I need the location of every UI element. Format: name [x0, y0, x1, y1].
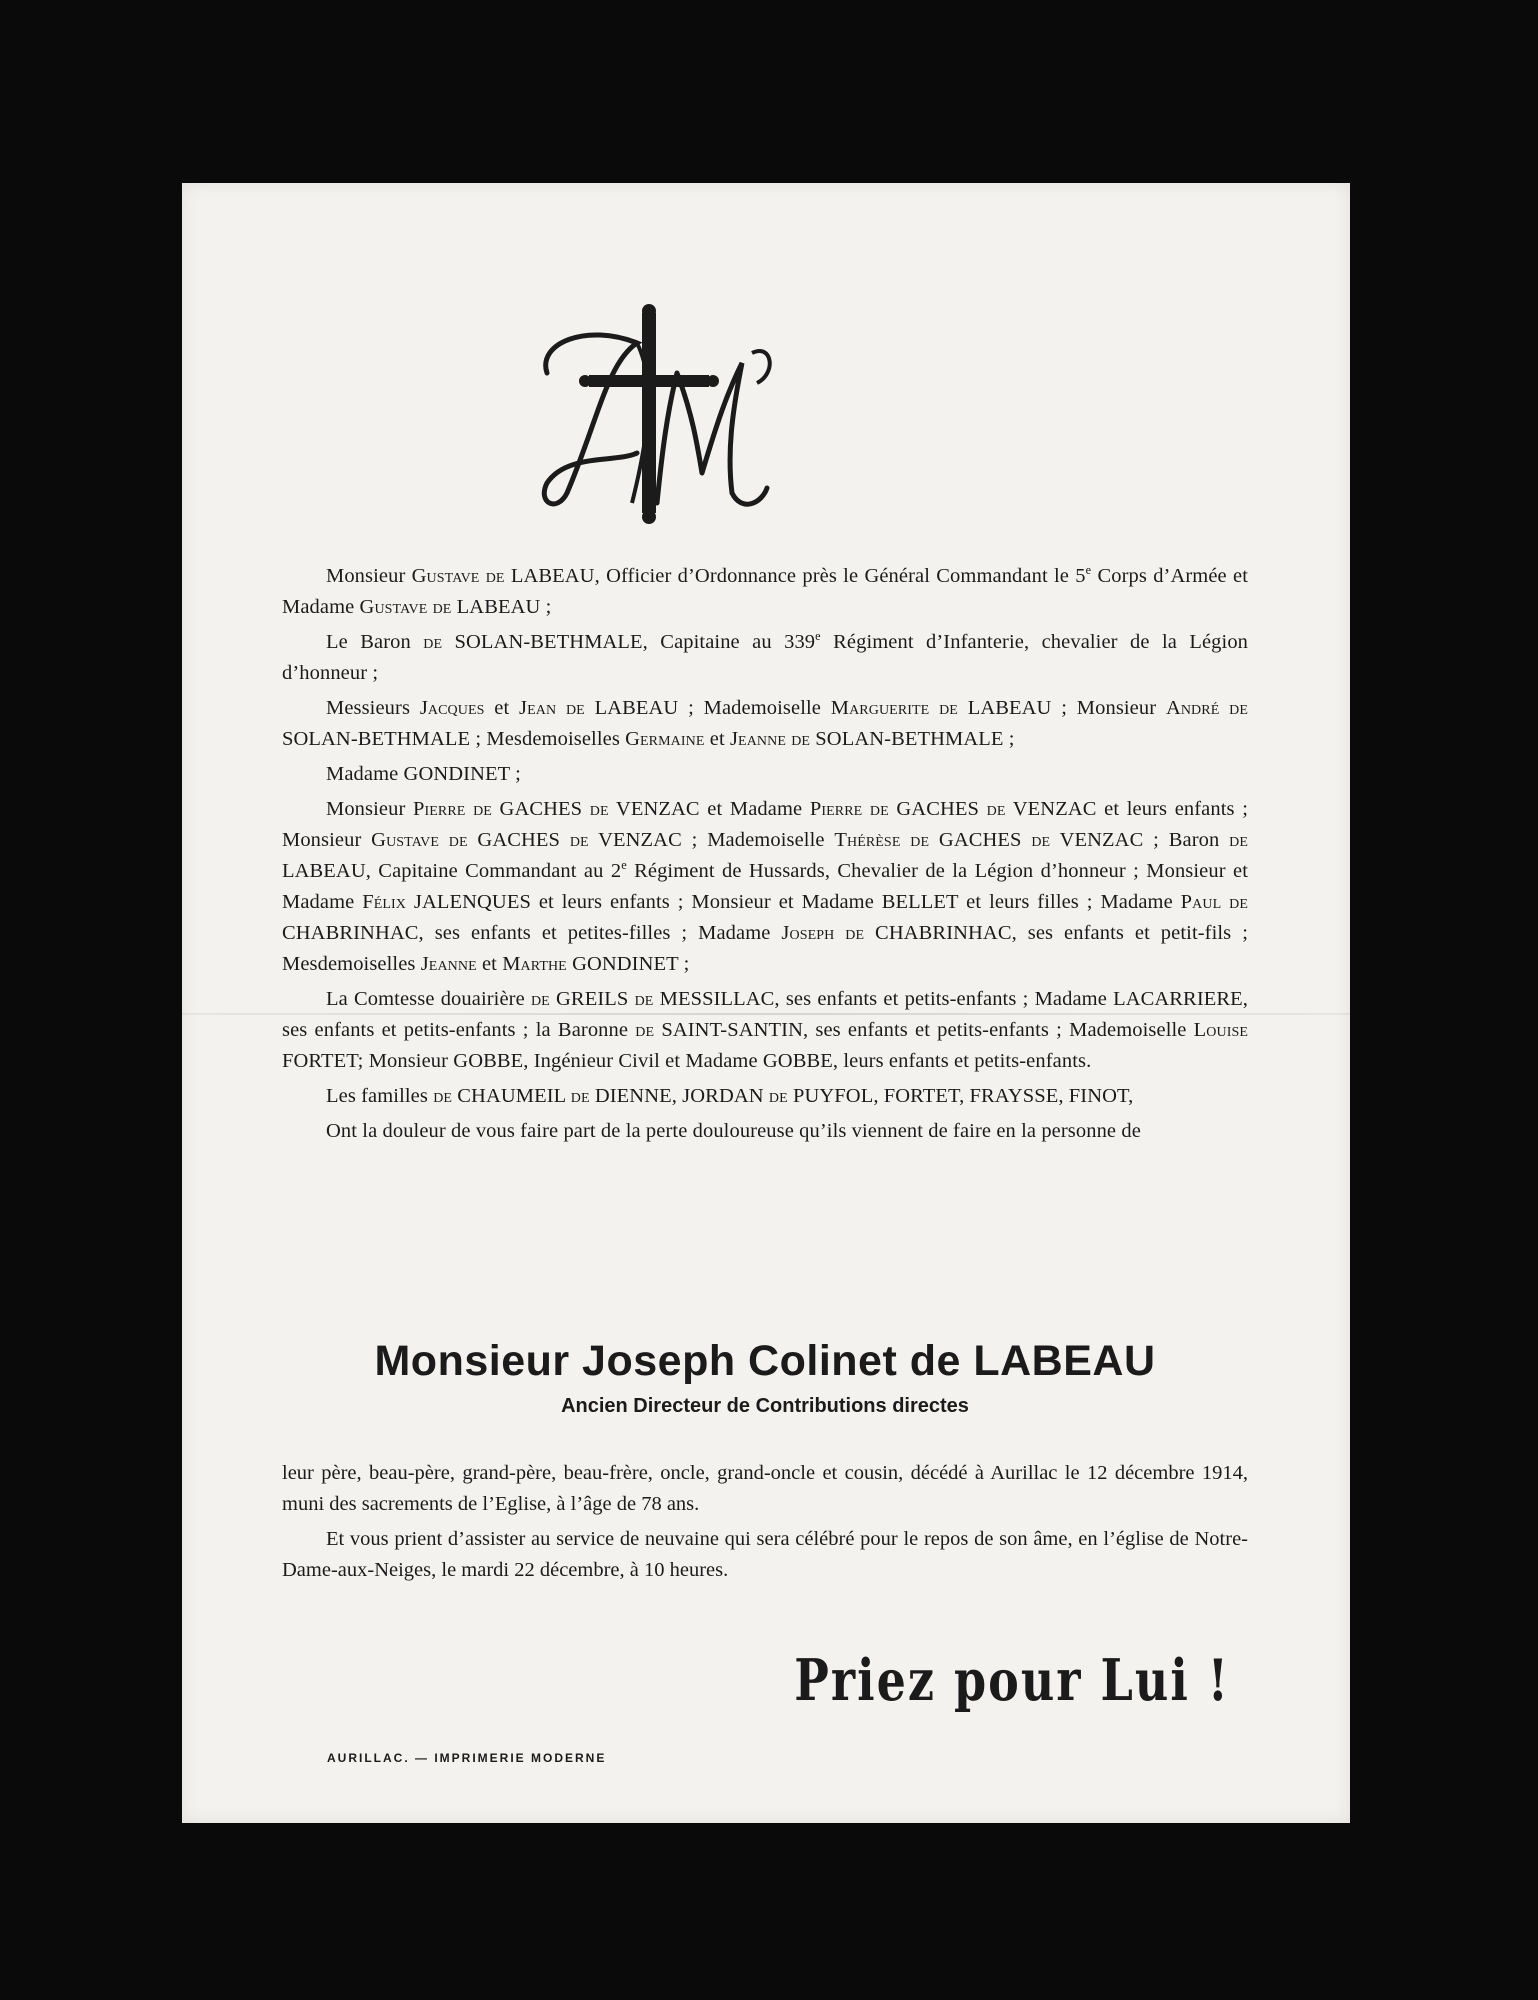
- text-segment: Monsieur: [326, 565, 412, 587]
- text-segment: Gustave de: [359, 596, 452, 618]
- text-segment: Madame GONDINET ;: [326, 763, 521, 785]
- text-segment: VENZAC ; Mademoiselle: [588, 829, 835, 851]
- text-segment: CHABRINHAC, ses enfants et petit-fils ; Mesdemoiselles: [282, 922, 1248, 975]
- text-segment: Régiment d’Infanterie, chevalier de la Légion d’honneur ;: [282, 631, 1249, 684]
- text-segment: LABEAU ; Mademoiselle: [584, 697, 831, 719]
- announcement-paragraph: [282, 1081, 1248, 1112]
- text-segment: Jacques: [419, 697, 485, 719]
- text-segment: Germaine: [625, 728, 705, 750]
- text-segment: VENZAC et Madame: [608, 798, 810, 820]
- text-segment: SAINT-SANTIN, ses enfants et petits-enfants ; Mademoiselle: [654, 1019, 1194, 1041]
- superscript-text: e: [815, 629, 821, 644]
- text-segment: Joseph de: [781, 922, 865, 944]
- text-segment: VENZAC ; Baron: [1050, 829, 1230, 851]
- text-segment: de: [423, 631, 443, 653]
- text-segment: et: [704, 728, 730, 750]
- text-segment: LABEAU ;: [451, 596, 552, 618]
- text-segment: GACHES: [929, 829, 1032, 851]
- text-segment: Les familles: [326, 1085, 434, 1107]
- text-segment: de: [635, 1019, 655, 1041]
- printer-imprint: AURILLAC. — IMPRIMERIE MODERNE: [327, 1751, 607, 1765]
- text-segment: de: [589, 798, 609, 820]
- service-paragraph: leur père, beau-père, grand-père, beau-frère, oncle, grand-oncle et cousin, décédé à Aurillac le 12 décembre 1914, muni des sacrements de l’Eglise, à l’âge de 78 ans.: [282, 1462, 1248, 1515]
- family-announcement-text: [282, 561, 1248, 1151]
- text-segment: CHAUMEIL: [452, 1085, 571, 1107]
- text-segment: de: [433, 1085, 453, 1107]
- service-paragraph: Et vous prient d’assister au service de neuvaine qui sera célébré pour le repos de son âme, en l’église de Notre-Dame-aux-Neiges, le mardi 22 décembre, à 10 heures.: [282, 1528, 1248, 1581]
- text-segment: LABEAU, Officier d’Ordonnance près le Général Commandant le 5: [504, 565, 1086, 587]
- text-segment: Jean de: [519, 697, 585, 719]
- text-segment: Félix: [362, 891, 406, 913]
- text-segment: MESSILLAC, ses enfants et petits-enfants ; Madame LACARRIERE, ses enfants et petits-enfants ; la Baronne: [282, 988, 1248, 1041]
- text-segment: André de: [1165, 697, 1248, 719]
- text-segment: de: [768, 1085, 788, 1107]
- text-segment: GACHES: [467, 829, 570, 851]
- text-segment: Pierre de: [809, 798, 889, 820]
- text-segment: Jeanne de: [729, 728, 811, 750]
- text-segment: Thérèse de: [834, 829, 930, 851]
- service-details-text: [282, 1458, 1248, 1590]
- text-segment: Paul de: [1180, 891, 1248, 913]
- text-segment: Gustave de: [411, 565, 505, 587]
- text-segment: SOLAN-BETHMALE, Capitaine au 339: [442, 631, 816, 653]
- text-segment: VENZAC et leurs enfants ; Monsieur: [282, 798, 1249, 851]
- announcement-paragraph: [282, 759, 1248, 790]
- text-segment: Le Baron: [326, 631, 424, 653]
- text-segment: Jeanne: [420, 953, 477, 975]
- text-segment: Marthe: [502, 953, 567, 975]
- text-segment: LABEAU ; Monsieur: [957, 697, 1166, 719]
- text-segment: GONDINET ;: [566, 953, 690, 975]
- deceased-title: Ancien Directeur de Contributions directes: [561, 1395, 969, 1417]
- superscript-text: e: [621, 858, 627, 873]
- text-segment: La Comtesse douairière: [326, 988, 531, 1010]
- closing-prayer: Priez pour Lui !: [794, 1646, 1230, 1714]
- text-segment: JALENQUES et leurs enfants ; Monsieur et Madame BELLET et leurs filles ; Madame: [406, 891, 1181, 913]
- text-segment: Monsieur: [326, 798, 413, 820]
- deceased-name: Monsieur Joseph Colinet de LABEAU: [374, 1337, 1156, 1385]
- text-segment: de: [570, 1085, 590, 1107]
- text-segment: GREILS: [549, 988, 635, 1010]
- text-segment: et: [484, 697, 520, 719]
- text-segment: de: [986, 798, 1006, 820]
- text-segment: DIENNE, JORDAN: [589, 1085, 769, 1107]
- announcement-paragraph: [282, 693, 1248, 755]
- text-segment: Messieurs: [326, 697, 420, 719]
- text-segment: GACHES: [888, 798, 987, 820]
- superscript-text: e: [1085, 563, 1092, 578]
- monogram-cross-icon: [527, 303, 777, 533]
- funeral-notice-page: [182, 183, 1350, 1823]
- text-segment: FORTET; Monsieur GOBBE, Ingénieur Civil et Madame GOBBE, leurs enfants et petits-enfants.: [282, 1050, 1092, 1072]
- text-segment: SOLAN-BETHMALE ;: [810, 728, 1015, 750]
- text-segment: Corps d’Armée et Madame: [282, 565, 1249, 618]
- text-segment: GACHES: [491, 798, 590, 820]
- text-segment: de: [1229, 829, 1248, 851]
- announcement-paragraph: [282, 1116, 1248, 1147]
- text-segment: LABEAU, Capitaine Commandant au 2: [282, 860, 622, 882]
- text-segment: de: [530, 988, 550, 1010]
- text-segment: Pierre de: [413, 798, 492, 820]
- deceased-block: [282, 1333, 1248, 1418]
- announcement-paragraph: [282, 561, 1248, 623]
- text-segment: Marguerite de: [830, 697, 958, 719]
- text-segment: Ont la douleur de vous faire part de la perte douloureuse qu’ils viennent de faire en la personne de: [326, 1120, 1141, 1142]
- text-segment: de: [569, 829, 589, 851]
- text-segment: et: [476, 953, 503, 975]
- text-segment: de: [1031, 829, 1051, 851]
- text-segment: de: [634, 988, 654, 1010]
- text-segment: SOLAN-BETHMALE ; Mesdemoiselles: [282, 728, 626, 750]
- text-segment: PUYFOL, FORTET, FRAYSSE, FINOT,: [787, 1085, 1134, 1107]
- text-segment: Louise: [1193, 1019, 1248, 1041]
- text-segment: Régiment de Hussards, Chevalier de la Légion d’honneur ; Monsieur et Madame: [282, 860, 1248, 913]
- announcement-paragraph: [282, 627, 1248, 689]
- text-segment: CHABRINHAC, ses enfants et petites-filles ; Madame: [282, 922, 782, 944]
- announcement-paragraph: [282, 794, 1248, 980]
- text-segment: Gustave de: [371, 829, 468, 851]
- announcement-paragraph: [282, 984, 1248, 1077]
